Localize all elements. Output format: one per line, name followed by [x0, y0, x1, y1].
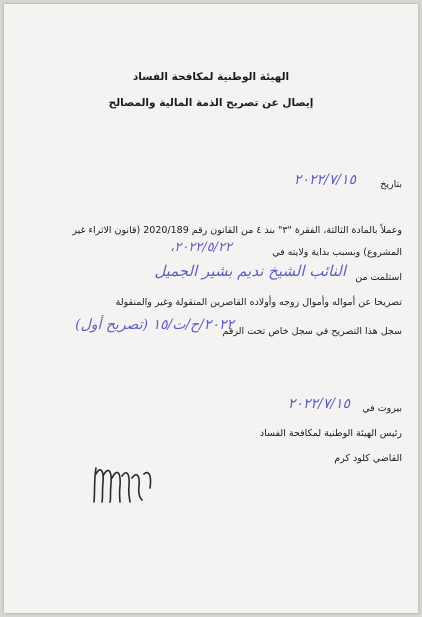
- date-label: بتاريخ: [380, 179, 402, 190]
- handwritten-declarant-name: النائب الشيخ نديم بشير الجميل: [154, 262, 346, 280]
- declaration-description: تصريحا عن أمواله وأموال زوجه وأولاده القاصرين المنقولة وغير والمنقولة: [115, 297, 402, 308]
- handwritten-registry-number: ٢٠٢٢/ح/ت/١٥ (تصريح أول): [75, 317, 234, 333]
- received-from-label: استلمت من: [355, 272, 402, 283]
- registry-label: سجل هذا التصريح في سجل خاص تحت الرقم: [222, 326, 402, 337]
- place-date-label: بيروت في: [362, 403, 402, 414]
- handwritten-date: ٢٠٢٢/٧/١٥: [293, 172, 356, 188]
- signer-name: القاضي كلود كرم: [334, 453, 402, 464]
- header-authority-name: الهيئة الوطنية لمكافحة الفساد: [132, 71, 290, 83]
- handwritten-term-start-date: ٢٠٢٢/٥/٢٢،: [170, 240, 232, 255]
- header-receipt-title: إيصال عن تصريح الذمة المالية والمصالح: [108, 97, 314, 109]
- paragraph-term-start: المشروع) وبسبب بداية ولايته في: [272, 247, 402, 258]
- paragraph-law-reference: وعملاً بالمادة الثالثة، الفقرة "٣" بند ٤ من القانون رقم 2020/189 (قانون الاثراء غير: [72, 225, 402, 236]
- handwritten-place-date: ٢٠٢٢/٧/١٥: [287, 396, 350, 412]
- signature-icon: [90, 462, 158, 506]
- document-page: [4, 4, 418, 613]
- signer-title: رئيس الهيئة الوطنية لمكافحة الفساد: [259, 428, 402, 439]
